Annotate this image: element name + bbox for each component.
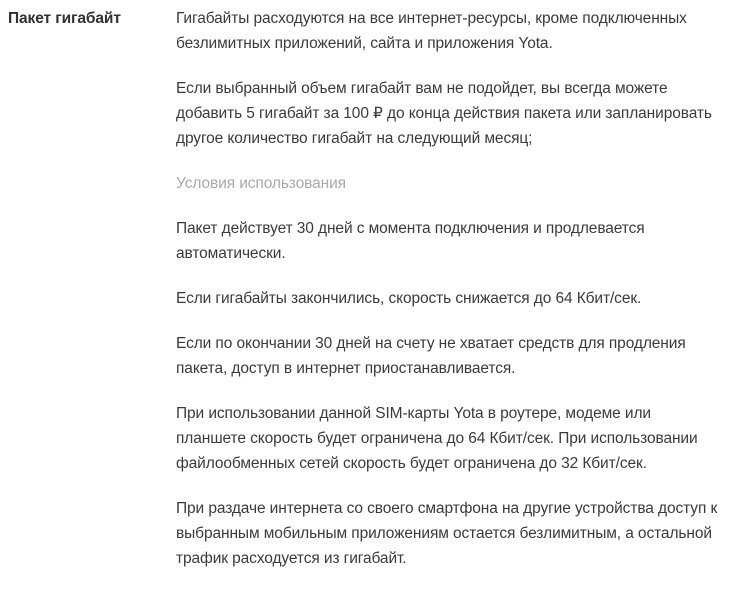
paragraph-gigabyte-usage: Гигабайты расходуются на все интернет-ресурсы, кроме подключенных безлимитных приложений, сайта и приложения Yota.	[176, 10, 687, 52]
section-content-column	[176, 6, 724, 591]
paragraph-sim-in-devices: При использовании данной SIM-карты Yota в роутере, модеме или планшете скорость будет ограничена до 64 Кбит/сек. При использовании файлообменных сетей скорость будет ограничена до 32 Кбит/сек.	[176, 405, 698, 472]
paragraph-speed-reduction: Если гигабайты закончились, скорость снижается до 64 Кбит/сек.	[176, 290, 642, 307]
paragraph-package-duration: Пакет действует 30 дней с момента подключения и продлевается автоматически.	[176, 220, 645, 262]
section-title: Пакет гигабайт	[8, 10, 121, 27]
section-label-column	[8, 6, 176, 31]
subheading-terms-of-use: Условия использования	[176, 175, 346, 192]
paragraph-tethering: При раздаче интернета со своего смартфона на другие устройства доступ к выбранным мобильным приложениям остается безлимитным, а остальной трафик расходуется из гигабайт.	[176, 500, 718, 567]
paragraph-insufficient-funds: Если по окончании 30 дней на счету не хватает средств для продления пакета, доступ в интернет приостанавливается.	[176, 335, 686, 377]
paragraph-add-gigabytes: Если выбранный объем гигабайт вам не подойдет, вы всегда можете добавить 5 гигабайт за 100 ₽ до конца действия пакета или запланировать другое количество гигабайт на следующий месяц;	[176, 80, 712, 147]
